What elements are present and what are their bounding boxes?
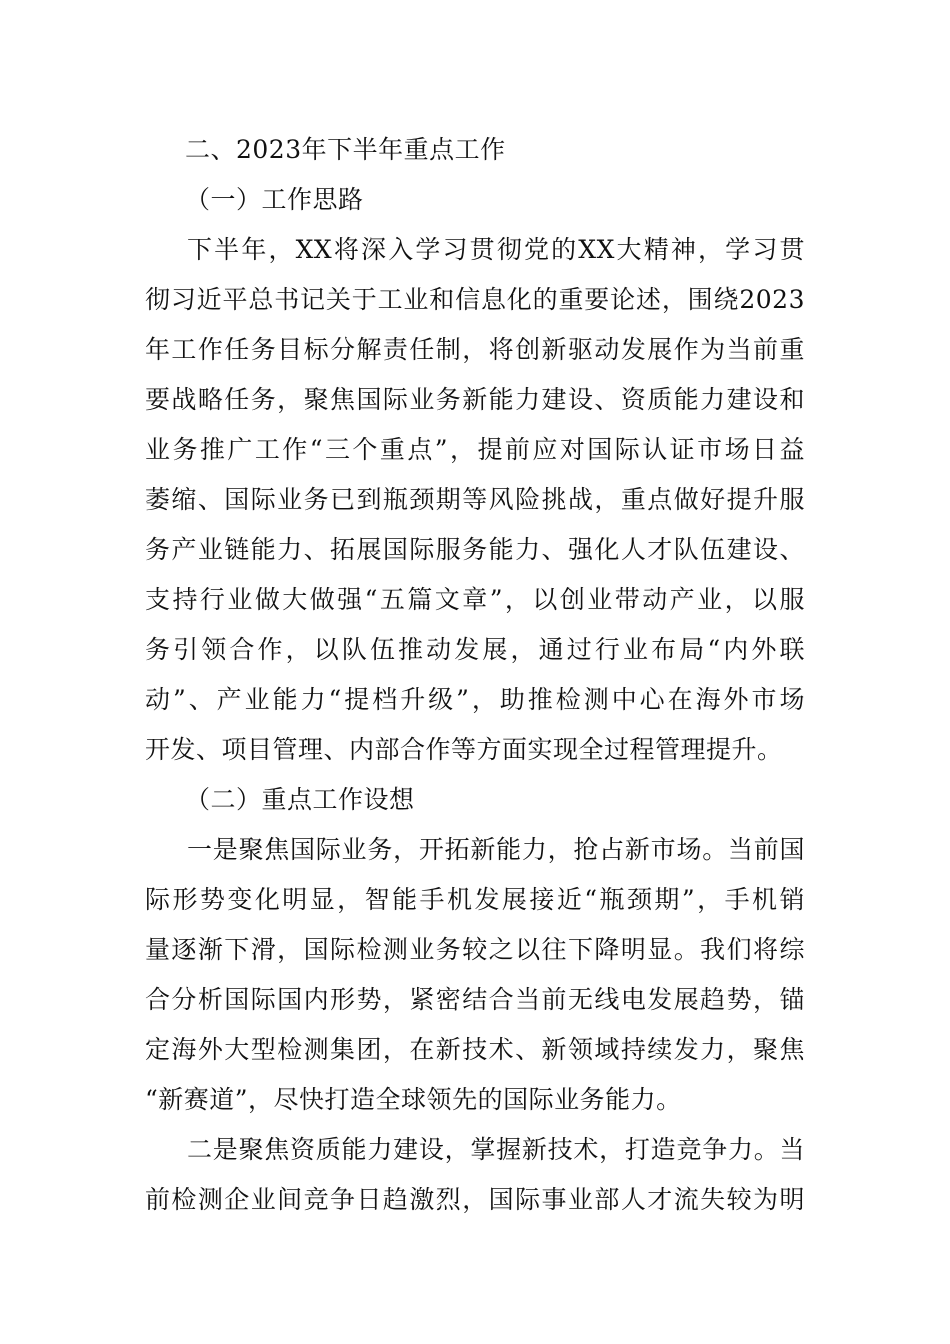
paragraph-line: 一是聚焦国际业务，开拓新能力，抢占新市场。当前国 <box>187 835 805 864</box>
paragraph-line: 萎缩、国际业务已到瓶颈期等风险挑战，重点做好提升服 <box>145 485 805 514</box>
paragraph-line: 业务推广工作“三个重点”，提前应对国际认证市场日益 <box>145 435 805 464</box>
paragraph-line: 年工作任务目标分解责任制，将创新驱动发展作为当前重 <box>145 335 805 364</box>
paragraph-line: “新赛道”，尽快打造全球领先的国际业务能力。 <box>145 1085 682 1114</box>
paragraph-line: 定海外大型检测集团，在新技术、新领域持续发力，聚焦 <box>145 1035 805 1064</box>
paragraph-line: 二是聚焦资质能力建设，掌握新技术，打造竞争力。当 <box>187 1135 805 1164</box>
paragraph-line: 开发、项目管理、内部合作等方面实现全过程管理提升。 <box>145 735 783 764</box>
paragraph-line: 前检测企业间竞争日趋激烈，国际事业部人才流失较为明 <box>145 1185 805 1214</box>
paragraph-line: 支持行业做大做强“五篇文章”，以创业带动产业，以服 <box>145 585 805 614</box>
section-title-work-approach: （一）工作思路 <box>185 185 364 214</box>
heading-main: 二、2023年下半年重点工作 <box>185 135 506 164</box>
paragraph-line: 动”、产业能力“提档升级”，助推检测中心在海外市场 <box>145 685 805 714</box>
paragraph-line: 务产业链能力、拓展国际服务能力、强化人才队伍建设、 <box>145 535 805 564</box>
section-title-key-work-plan: （二）重点工作设想 <box>185 785 415 814</box>
paragraph-line: 要战略任务，聚焦国际业务新能力建设、资质能力建设和 <box>145 385 805 414</box>
paragraph-line: 务引领合作，以队伍推动发展，通过行业布局“内外联 <box>145 635 805 664</box>
paragraph-line: 量逐渐下滑，国际检测业务较之以往下降明显。我们将综 <box>145 935 805 964</box>
paragraph-line: 彻习近平总书记关于工业和信息化的重要论述，围绕2023 <box>145 285 805 314</box>
paragraph-line: 下半年，XX将深入学习贯彻党的XX大精神，学习贯 <box>187 235 805 264</box>
paragraph-line: 合分析国际国内形势，紧密结合当前无线电发展趋势，锚 <box>145 985 805 1014</box>
paragraph-line: 际形势变化明显，智能手机发展接近“瓶颈期”，手机销 <box>145 885 805 914</box>
